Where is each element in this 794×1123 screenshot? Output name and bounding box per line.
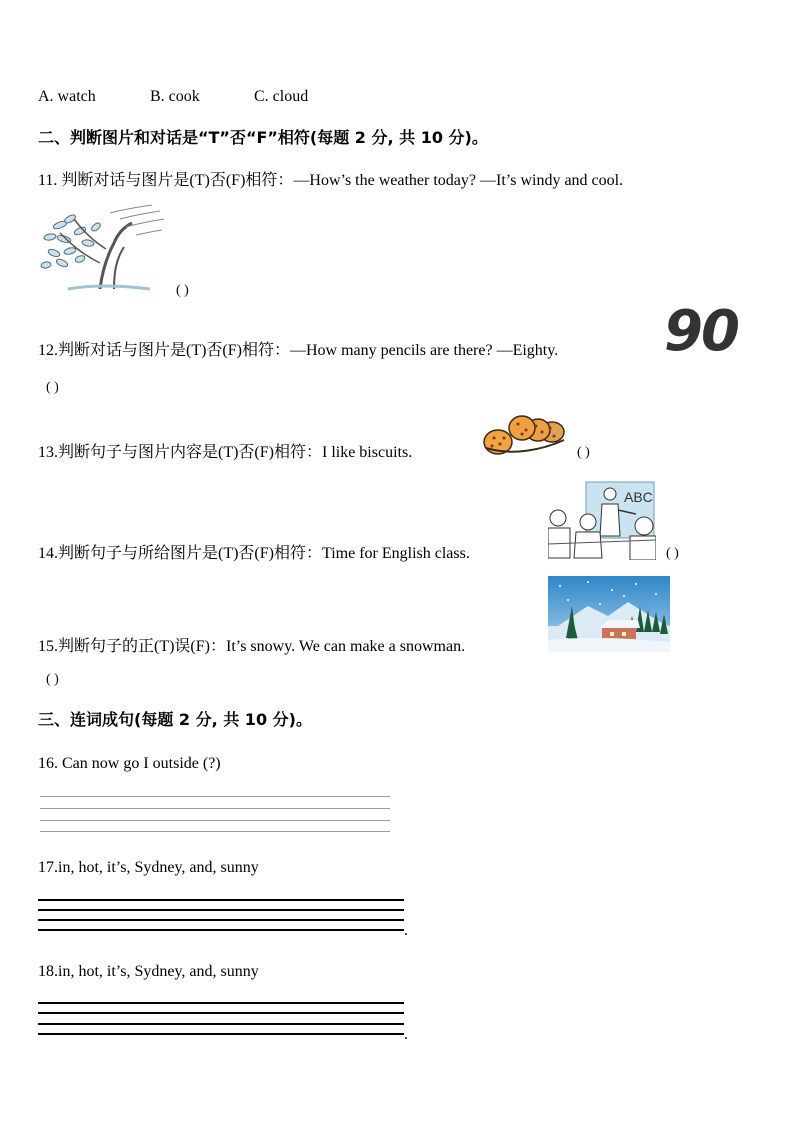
answer-paren-14[interactable]: ( ) bbox=[666, 546, 679, 561]
answer-paren-12[interactable]: ( ) bbox=[46, 380, 59, 395]
writing-line bbox=[38, 1012, 404, 1014]
period-18: . bbox=[404, 1026, 408, 1043]
writing-line bbox=[38, 899, 404, 901]
snowy-landscape-icon bbox=[548, 576, 670, 652]
windy-tree-icon bbox=[40, 203, 166, 293]
board-abc-label: ABC bbox=[624, 489, 653, 505]
number-ninety-image: 90 bbox=[664, 299, 738, 364]
question-12-text: 12.判断对话与图片是(T)否(F)相符：—How many pencils are there? —Eighty. bbox=[38, 342, 559, 359]
question-18-text: 18.in, hot, it’s, Sydney, and, sunny bbox=[38, 963, 259, 980]
writing-line bbox=[38, 909, 404, 911]
question-17-text: 17.in, hot, it’s, Sydney, and, sunny bbox=[38, 859, 259, 876]
section3-heading: 三、连词成句(每题 2 分, 共 10 分)。 bbox=[38, 710, 312, 729]
answer-paren-11[interactable]: ( ) bbox=[176, 283, 189, 298]
question-11-text: 11. 判断对话与图片是(T)否(F)相符：—How’s the weather today? —It’s windy and cool. bbox=[38, 172, 624, 189]
question-16-text: 16. Can now go I outside (?) bbox=[38, 755, 221, 772]
question-14-text: 14.判断句子与所给图片是(T)否(F)相符：Time for English class. bbox=[38, 545, 470, 562]
writing-line bbox=[38, 1002, 404, 1004]
option-a: A. watch bbox=[38, 88, 96, 105]
writing-line bbox=[40, 796, 390, 797]
question-13-text: 13.判断句子与图片内容是(T)否(F)相符：I like biscuits. bbox=[38, 444, 413, 461]
answer-paren-13[interactable]: ( ) bbox=[577, 445, 590, 460]
writing-line bbox=[40, 820, 390, 821]
question-15-text: 15.判断句子的正(T)误(F)：It’s snowy. We can make a snowman. bbox=[38, 638, 466, 655]
option-b: B. cook bbox=[150, 88, 200, 105]
writing-line bbox=[40, 831, 390, 832]
writing-line bbox=[38, 1023, 404, 1025]
section2-heading: 二、判断图片和对话是“T”否“F”相符(每题 2 分, 共 10 分)。 bbox=[38, 128, 488, 147]
period-17: . bbox=[404, 922, 408, 939]
biscuits-icon bbox=[482, 414, 566, 462]
classroom-icon bbox=[548, 480, 656, 560]
option-c: C. cloud bbox=[254, 88, 309, 105]
writing-line bbox=[38, 929, 404, 931]
writing-line bbox=[38, 919, 404, 921]
answer-paren-15[interactable]: ( ) bbox=[46, 672, 59, 687]
writing-line bbox=[40, 808, 390, 809]
writing-line bbox=[38, 1033, 404, 1035]
